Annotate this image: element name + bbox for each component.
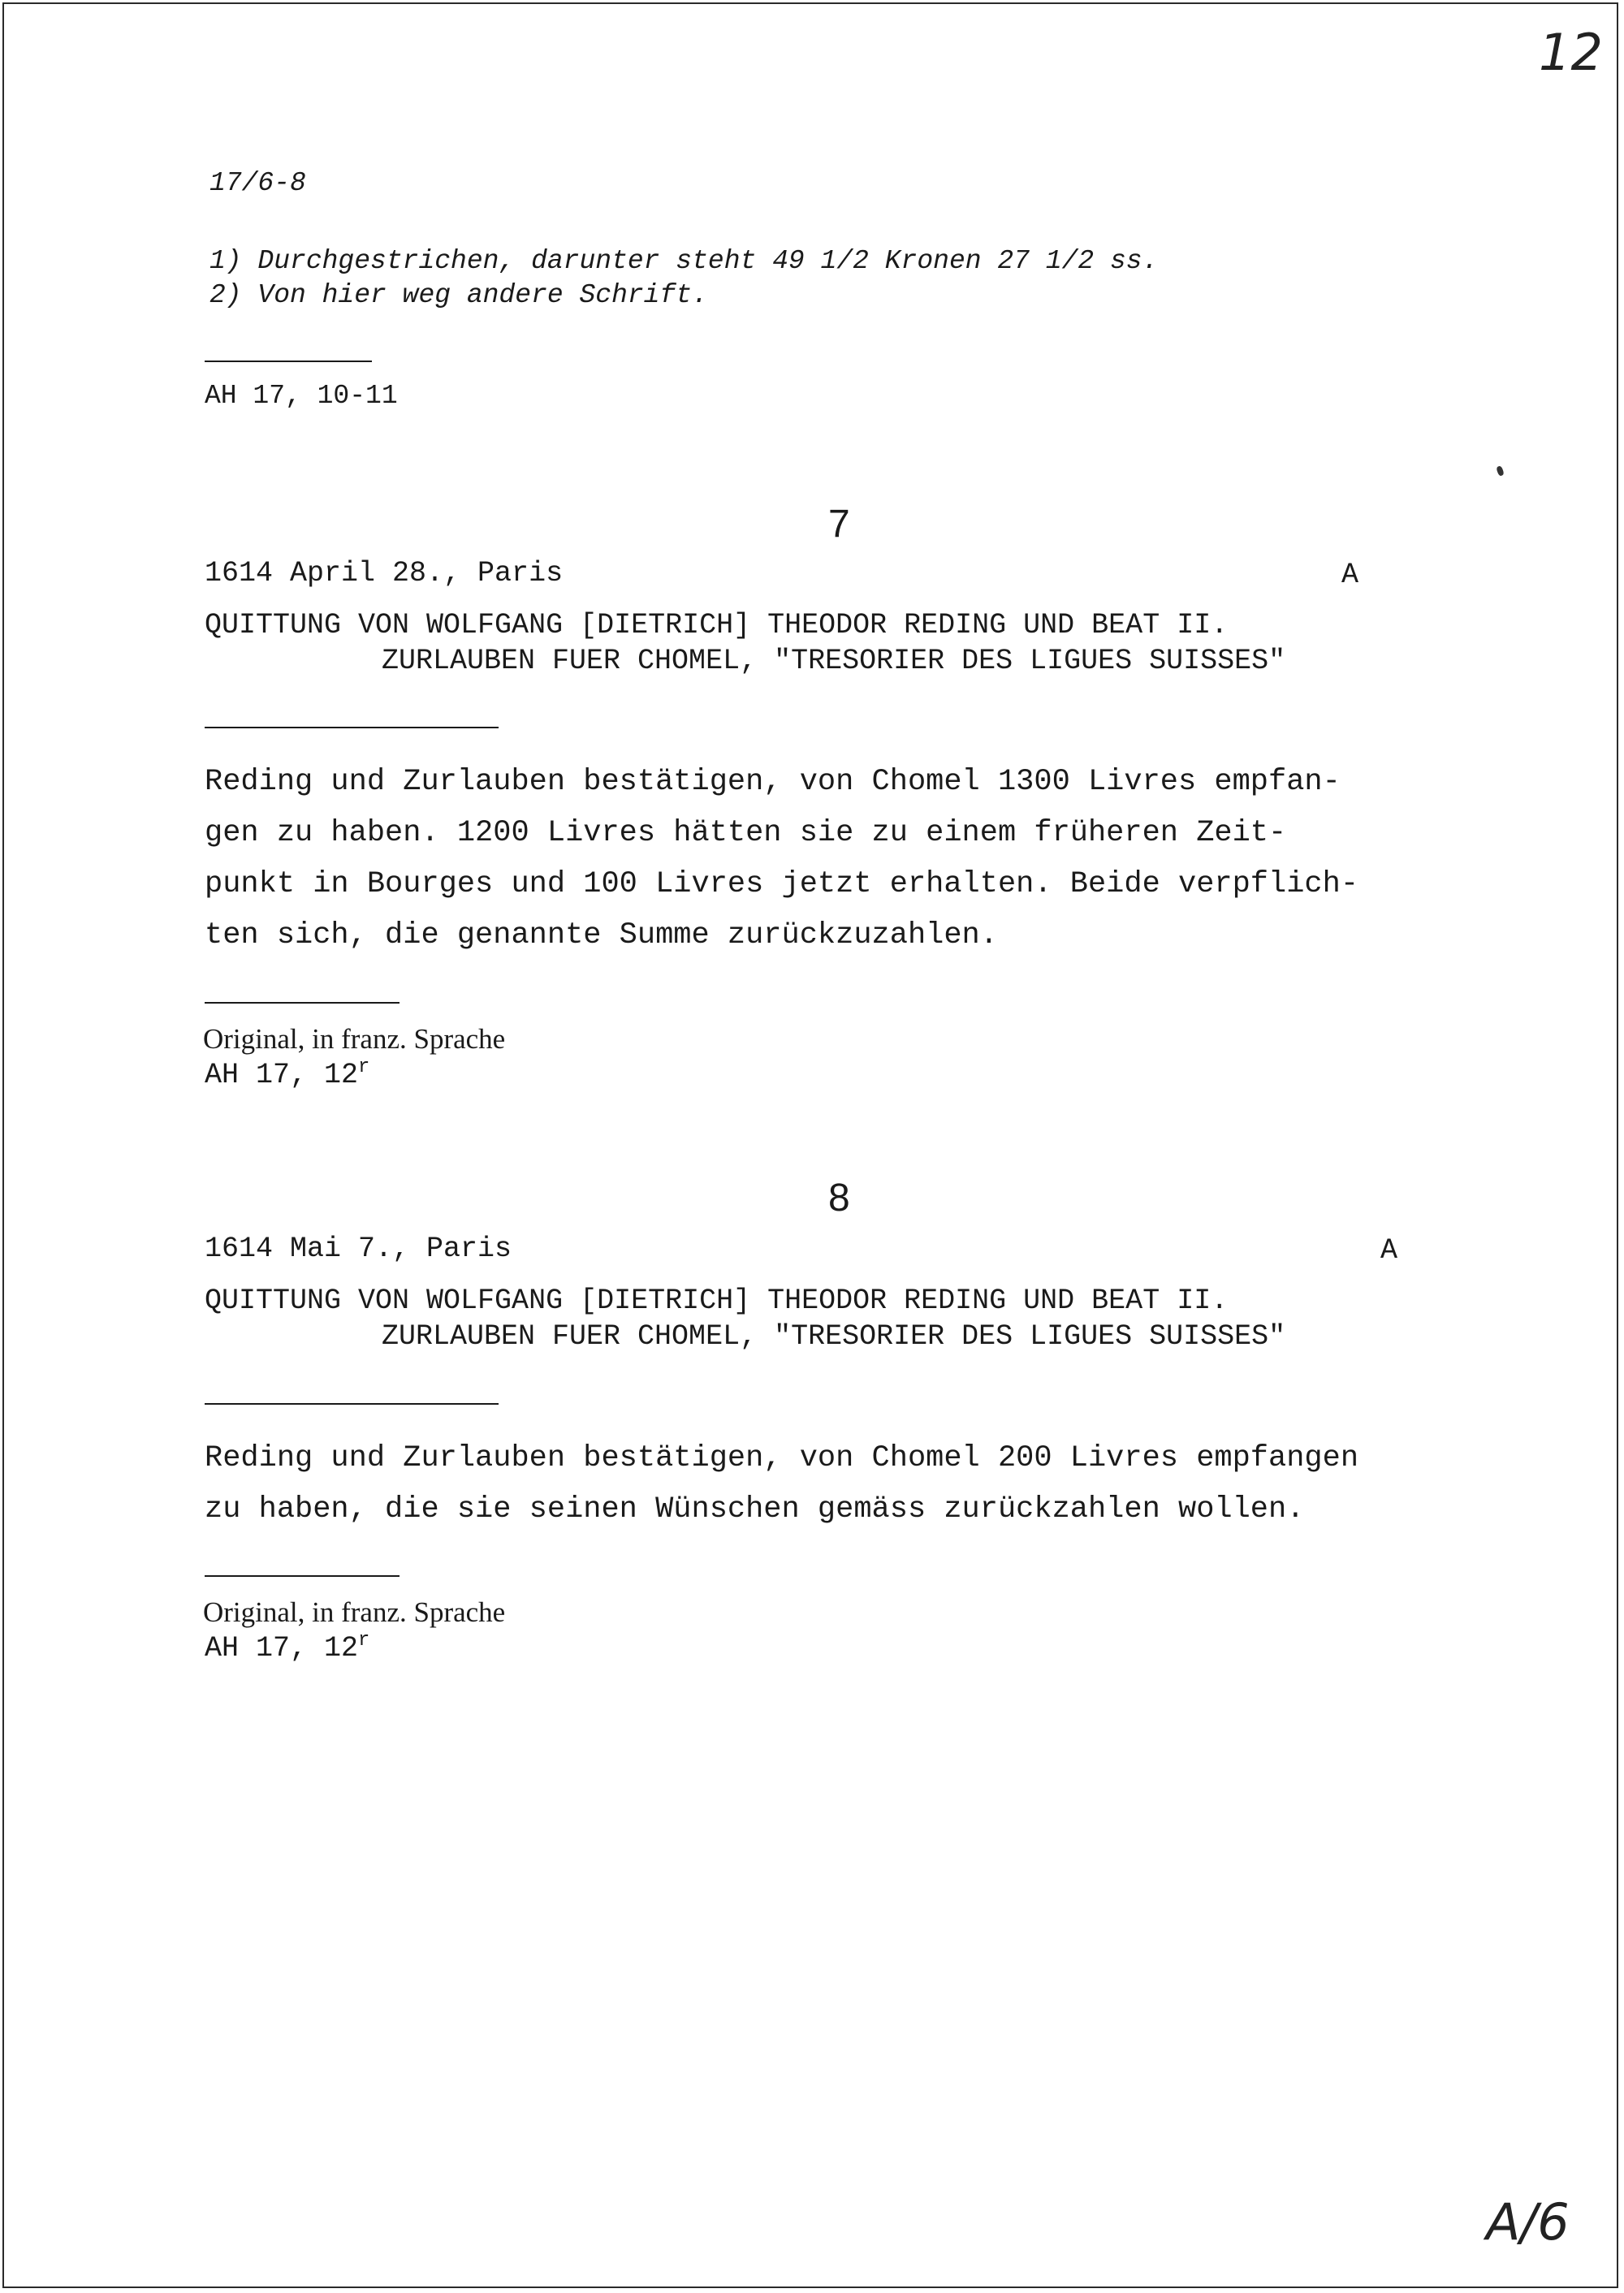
entry-summary-line: Reding und Zurlauben bestätigen, von Chomel 1300 Livres empfan-: [205, 765, 1341, 799]
source-reference: [205, 1057, 369, 1093]
entry-summary-line: ten sich, die genannte Summe zurückzuzahlen.: [205, 918, 998, 952]
source-reference-text: AH 17, 12: [205, 1059, 359, 1091]
page-border: [2, 2, 1618, 2288]
entry-title-line-1: QUITTUNG VON WOLFGANG [DIETRICH] THEODOR REDING UND BEAT II.: [205, 609, 1229, 641]
source-reference: [205, 1630, 369, 1666]
separator-rule: [205, 1002, 400, 1004]
separator-rule: [205, 1575, 400, 1577]
separator-rule: [205, 1403, 499, 1405]
entry-summary-line: zu haben, die sie seinen Wünschen gemäss zurückzahlen wollen.: [205, 1492, 1305, 1527]
previous-source-reference: AH 17, 10-11: [205, 381, 398, 411]
separator-rule: [205, 727, 499, 728]
separator-rule: [205, 361, 372, 362]
entry-title-line-2: ZURLAUBEN FUER CHOMEL, "TRESORIER DES LIGUES SUISSES": [382, 1320, 1286, 1353]
entry-title-line-2: ZURLAUBEN FUER CHOMEL, "TRESORIER DES LIGUES SUISSES": [382, 645, 1286, 677]
original-language-note: Original, in franz. Sprache: [203, 1596, 506, 1628]
source-reference-text: AH 17, 12: [205, 1632, 359, 1665]
handwritten-archive-mark: A/6: [1486, 2192, 1570, 2252]
entry-type-mark: A: [1341, 559, 1359, 591]
footnote-2: 2) Von hier weg andere Schrift.: [209, 280, 708, 310]
handwritten-page-number: 12: [1539, 23, 1603, 82]
source-folio-sup: r: [358, 1056, 370, 1078]
entry-type-mark: A: [1380, 1234, 1398, 1267]
original-language-note: Original, in franz. Sprache: [203, 1023, 506, 1055]
entry-summary-line: punkt in Bourges und 100 Livres jetzt erhalten. Beide verpflich-: [205, 867, 1359, 901]
header-reference: 17/6-8: [209, 168, 306, 198]
entry-summary-line: Reding und Zurlauben bestätigen, von Chomel 200 Livres empfangen: [205, 1441, 1359, 1475]
footnote-1: 1) Durchgestrichen, darunter steht 49 1/2 Kronen 27 1/2 ss.: [209, 246, 1159, 276]
entry-summary-line: gen zu haben. 1200 Livres hätten sie zu einem früheren Zeit-: [205, 816, 1287, 850]
entry-title-line-1: QUITTUNG VON WOLFGANG [DIETRICH] THEODOR REDING UND BEAT II.: [205, 1285, 1229, 1317]
document-number: 7: [828, 503, 850, 546]
entry-date-place: 1614 Mai 7., Paris: [205, 1233, 512, 1265]
entry-date-place: 1614 April 28., Paris: [205, 557, 564, 589]
document-number: 8: [828, 1177, 850, 1220]
source-folio-sup: r: [358, 1629, 370, 1652]
